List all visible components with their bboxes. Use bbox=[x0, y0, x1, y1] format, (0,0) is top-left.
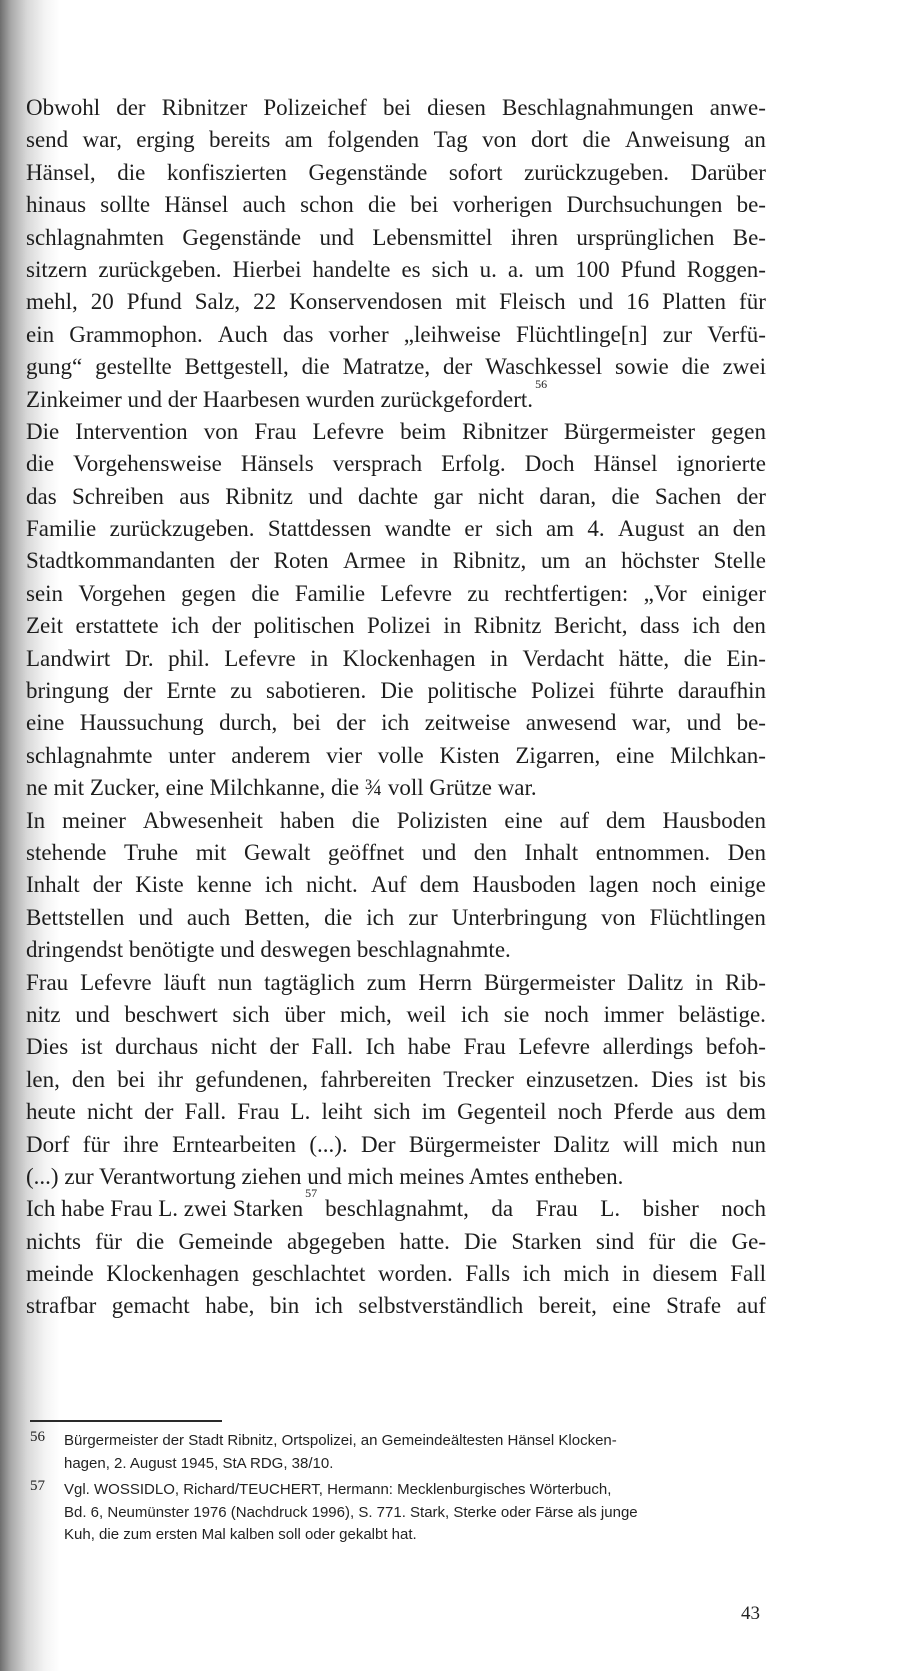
text-line: heute nicht der Fall. Frau L. leiht sich im Gegenteil noch Pferde aus dem bbox=[26, 1099, 766, 1125]
text-line: Inhalt der Kiste kenne ich nicht. Auf dem Hausboden lagen noch einige bbox=[26, 872, 766, 898]
footnote-number: 57 bbox=[30, 1478, 45, 1494]
page-number: 43 bbox=[741, 1603, 760, 1624]
text-line bbox=[26, 1186, 766, 1225]
text-line: (...) zur Verantwortung ziehen und mich meines Amtes entheben. bbox=[26, 1163, 624, 1189]
text-line: ne mit Zucker, eine Milchkanne, die ¾ voll Grütze war. bbox=[26, 775, 537, 801]
text-line: strafbar gemacht habe, bin ich selbstverständlich bereit, eine Strafe auf bbox=[26, 1293, 766, 1319]
text-line: eine Haussuchung durch, bei der ich zeitweise anwesend war, und be- bbox=[26, 710, 766, 736]
text-line: bringung der Ernte zu sabotieren. Die politische Polizei führte daraufhin bbox=[26, 678, 766, 704]
text-line: Bettstellen und auch Betten, die ich zur Unterbringung von Flüchtlingen bbox=[26, 904, 766, 930]
main-text bbox=[26, 92, 766, 1323]
text-line: Dies ist durchaus nicht der Fall. Ich habe Frau Lefevre allerdings befoh- bbox=[26, 1034, 766, 1060]
text-line: send war, erging bereits am folgenden Tag von dort die Anweisung an bbox=[26, 127, 766, 153]
footnotes bbox=[30, 1430, 770, 1547]
text-line: gung“ gestellte Bettgestell, die Matratze, der Waschkessel sowie die zwei bbox=[26, 354, 766, 380]
text-line: schlagnahmte unter anderem vier volle Kisten Zigarren, eine Milchkan- bbox=[26, 742, 766, 768]
text-line: schlagnahmten Gegenstände und Lebensmittel ihren ursprünglichen Be- bbox=[26, 224, 766, 250]
text-line: dringendst benötigte und deswegen beschlagnahmte. bbox=[26, 937, 511, 963]
text-line: In meiner Abwesenheit haben die Polizisten eine auf dem Hausboden bbox=[26, 807, 766, 833]
text-line: das Schreiben aus Ribnitz und dachte gar nicht daran, die Sachen der bbox=[26, 483, 766, 509]
footnote-line: Kuh, die zum ersten Mal kalben soll oder gekalbt hat. bbox=[64, 1526, 417, 1543]
text-line: hinaus sollte Hänsel auch schon die bei vorherigen Durchsuchungen be- bbox=[26, 192, 766, 218]
text-line: nitz und beschwert sich über mich, weil ich sie noch immer belästige. bbox=[26, 1001, 766, 1027]
footnote-ref: 57 bbox=[305, 1186, 318, 1201]
text-line: die Vorgehensweise Hänsels versprach Erfolg. Doch Hänsel ignorierte bbox=[26, 451, 766, 477]
text-line bbox=[26, 376, 766, 416]
text-line-content: Zinkeimer und der Haarbesen wurden zurückgefordert. bbox=[26, 386, 534, 412]
text-line: Die Intervention von Frau Lefevre beim Ribnitzer Bürgermeister gegen bbox=[26, 418, 766, 444]
text-line: Zeit erstattete ich der politischen Polizei in Ribnitz Bericht, dass ich den bbox=[26, 613, 766, 639]
footnote-separator bbox=[30, 1420, 222, 1422]
footnote-line: hagen, 2. August 1945, StA RDG, 38/10. bbox=[64, 1454, 334, 1472]
footnote-line: Bd. 6, Neumünster 1976 (Nachdruck 1996), S. 771. Stark, Sterke oder Färse als junge bbox=[64, 1503, 638, 1521]
text-line: Obwohl der Ribnitzer Polizeichef bei diesen Beschlagnahmungen anwe- bbox=[26, 95, 766, 120]
footnote-ref: 56 bbox=[535, 376, 548, 391]
text-line: stehende Truhe mit Gewalt geöffnet und den Inhalt entnommen. Den bbox=[26, 839, 766, 865]
footnote-56 bbox=[30, 1430, 770, 1475]
text-line: Familie zurückzugeben. Stattdessen wandte er sich am 4. August an den bbox=[26, 516, 766, 542]
footnote-number: 56 bbox=[30, 1429, 45, 1445]
text-line-content: beschlagnahmt, da Frau L. bisher noch bbox=[325, 1196, 766, 1222]
text-line: Dorf für ihre Erntearbeiten (...). Der Bürgermeister Dalitz will mich nun bbox=[26, 1131, 766, 1157]
text-line: Stadtkommandanten der Roten Armee in Ribnitz, um an höchster Stelle bbox=[26, 548, 766, 574]
text-line: meinde Klockenhagen geschlachtet worden. Falls ich mich in diesem Fall bbox=[26, 1261, 766, 1287]
footnote-line: Vgl. WOSSIDLO, Richard/TEUCHERT, Hermann: Mecklenburgisches Wörterbuch, bbox=[64, 1481, 612, 1498]
footnote-57 bbox=[30, 1479, 770, 1547]
text-line: Hänsel, die konfiszierten Gegenstände sofort zurückzugeben. Darüber bbox=[26, 159, 766, 185]
text-line: sitzern zurückgeben. Hierbei handelte es sich u. a. um 100 Pfund Roggen- bbox=[26, 256, 766, 282]
text-line: Frau Lefevre läuft nun tagtäglich zum Herrn Bürgermeister Dalitz in Rib- bbox=[26, 969, 766, 995]
text-line: Landwirt Dr. phil. Lefevre in Klockenhagen in Verdacht hätte, die Ein- bbox=[26, 645, 766, 671]
text-line: sein Vorgehen gegen die Familie Lefevre zu rechtfertigen: „Vor einiger bbox=[26, 580, 766, 606]
text-line: nichts für die Gemeinde abgegeben hatte. Die Starken sind für die Ge- bbox=[26, 1228, 766, 1254]
text-line: ein Grammophon. Auch das vorher „leihweise Flüchtlinge[n] zur Verfü- bbox=[26, 321, 766, 347]
footnote-line: Bürgermeister der Stadt Ribnitz, Ortspolizei, an Gemeindeältesten Hänsel Klocken- bbox=[64, 1432, 617, 1449]
text-line: mehl, 20 Pfund Salz, 22 Konservendosen mit Fleisch und 16 Platten für bbox=[26, 289, 766, 315]
text-line-content: Ich habe Frau L. zwei Starken bbox=[26, 1196, 304, 1222]
text-line: len, den bei ihr gefundenen, fahrbereiten Trecker einzusetzen. Dies ist bis bbox=[26, 1066, 766, 1092]
